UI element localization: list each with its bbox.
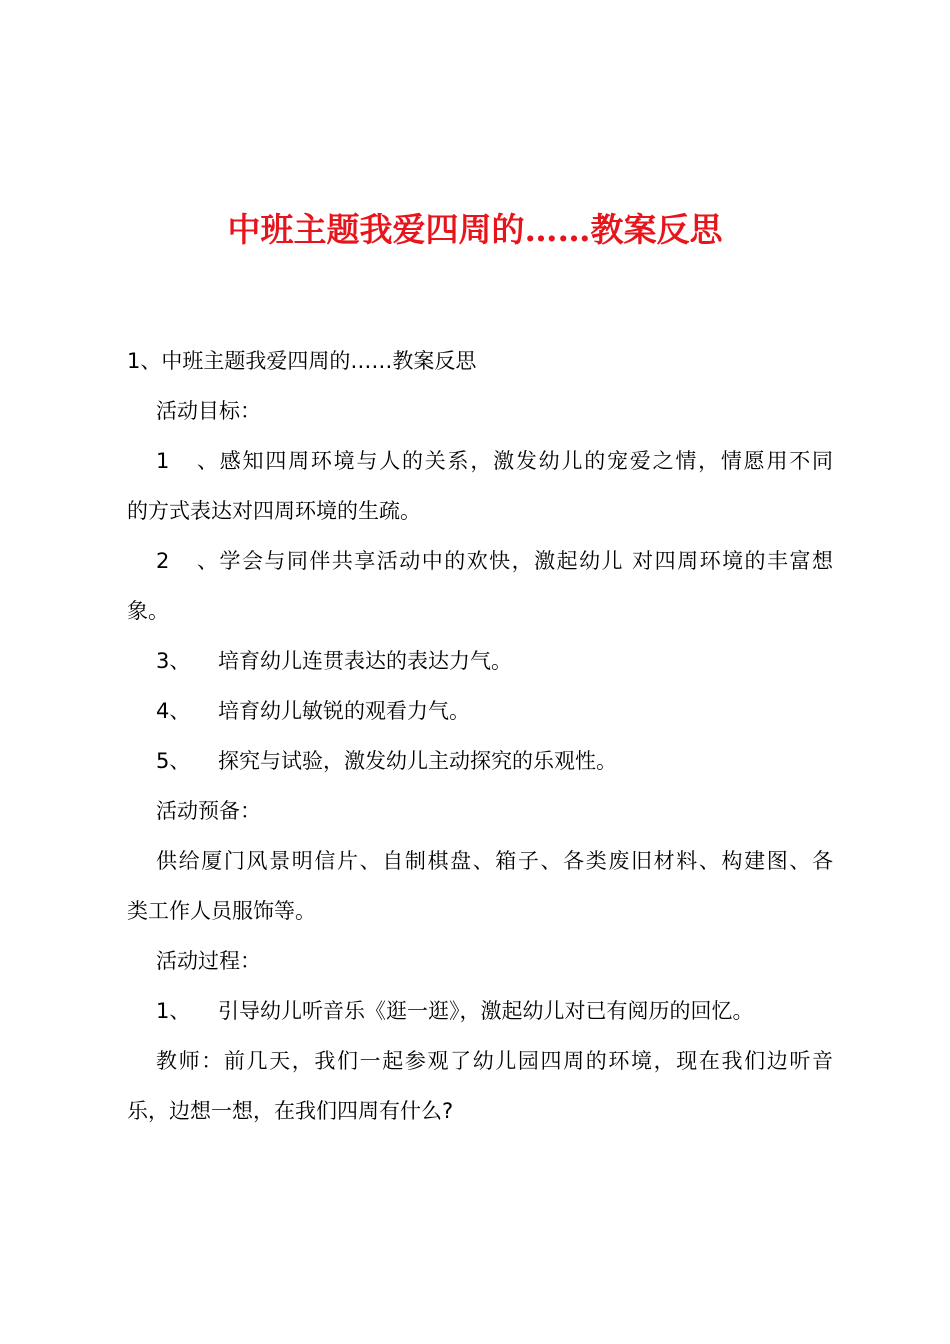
teacher-line-2: 乐，边想一想，在我们四周有什么? — [127, 1099, 454, 1123]
section-heading: 1、中班主题我爱四周的……教案反思 — [127, 349, 477, 373]
document-title: 中班主题我爱四周的……教案反思 — [227, 210, 723, 249]
goal-1-line-2: 的方式表达对四周环境的生疏。 — [127, 499, 421, 523]
goals-label: 活动目标： — [156, 399, 261, 423]
goal-2-line-1 — [127, 536, 833, 586]
goal-4-number: 4、 — [156, 699, 191, 723]
document-body — [127, 336, 833, 1136]
goal-2-line-2: 象。 — [127, 599, 169, 623]
prep-line-1: 供给厦门风景明信片、自制棋盘、箱子、各类废旧材料、构建图、各 — [156, 849, 833, 873]
goal-5 — [127, 736, 833, 786]
goal-2-text: 学会与同伴共享活动中的欢快，激起幼儿 对四周环境的丰富想 — [218, 549, 833, 573]
step-1 — [127, 986, 833, 1036]
prep-line-2: 类工作人员服饰等。 — [127, 899, 316, 923]
goal-3-text: 培育幼儿连贯表达的表达力气。 — [218, 649, 512, 673]
goal-4-text: 培育幼儿敏锐的观看力气。 — [218, 699, 470, 723]
goal-3-number: 3、 — [156, 649, 191, 673]
goal-3 — [127, 636, 833, 686]
step-1-number: 1、 — [156, 999, 191, 1023]
goal-5-text: 探究与试验，激发幼儿主动探究的乐观性。 — [218, 749, 617, 773]
process-label: 活动过程： — [156, 949, 261, 973]
teacher-line-1: 教师：前几天，我们一起参观了幼儿园四周的环境，现在我们边听音 — [156, 1049, 833, 1073]
goal-2-number: 2、 — [156, 549, 218, 573]
goal-1-line-1 — [127, 436, 833, 486]
step-1-text: 引导幼儿听音乐《逛一逛》，激起幼儿对已有阅历的回忆。 — [218, 999, 754, 1023]
prep-label: 活动预备： — [156, 799, 261, 823]
goal-1-text: 感知四周环境与人的关系，激发幼儿的宠爱之情，情愿用不同 — [218, 449, 833, 473]
goal-5-number: 5、 — [156, 749, 191, 773]
goal-4 — [127, 686, 833, 736]
goal-1-number: 1、 — [156, 449, 218, 473]
